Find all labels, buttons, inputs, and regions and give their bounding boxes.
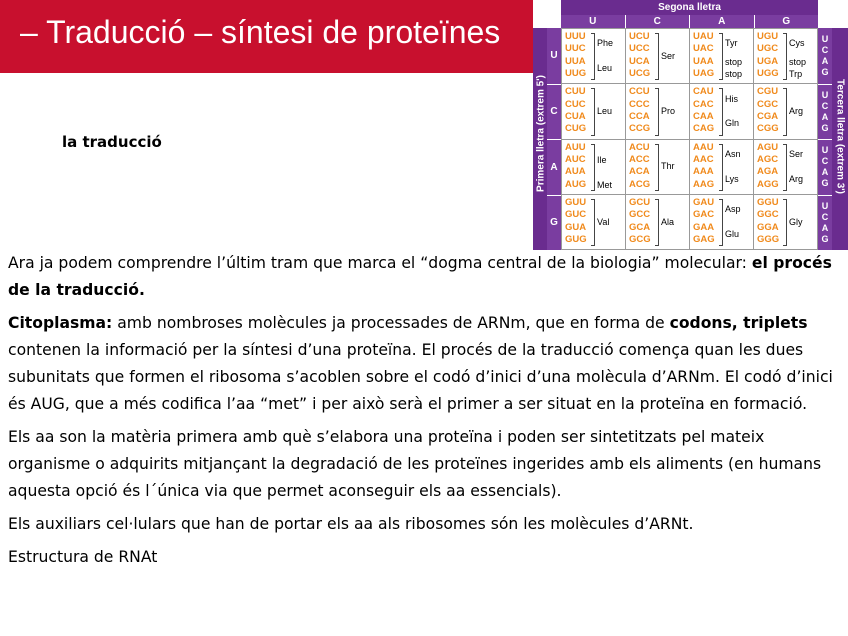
codon-list [629,142,655,194]
codon-list [757,142,783,194]
third-letter: G [821,122,829,133]
codon: UCU [629,31,650,42]
codon: CGU [757,86,779,98]
code-table-left-band [533,28,547,250]
codon-grid [561,28,818,250]
amino-acid: Leu [597,63,613,74]
slide-title: – Traducció – síntesi de proteïnes [20,14,501,50]
codon: ACU [629,141,650,153]
amino-acid-list [789,197,815,249]
codon-bracket [591,88,595,135]
codon: GCC [629,209,651,221]
codon: CAU [693,86,714,98]
codon: GAG [693,233,715,245]
third-letter: C [821,211,829,222]
codon-list [757,86,783,138]
codon-bracket [591,199,595,246]
codon: CAG [693,123,715,135]
amino-acid: Tyr [725,38,738,49]
code-table-right-band [832,28,848,250]
codon: GAU [693,196,715,208]
column-letter: A [689,15,754,28]
codon-bracket [719,144,723,191]
codon-bracket [655,33,659,80]
amino-acid-list [725,31,751,83]
row-letter: G [547,195,561,251]
third-letter-label: Tercera lletra (extrem 3') [834,78,846,195]
third-letter: C [821,100,829,111]
codon: UAG [693,68,715,80]
genetic-code-table [533,0,848,250]
amino-acid-list [725,142,751,194]
codon: GUA [565,221,587,233]
codon-cell [626,140,690,195]
codon-bracket [783,88,787,135]
amino-acid-list [661,142,687,194]
row-letter: A [547,139,561,195]
code-table-header: Segona lletra [561,0,818,15]
amino-acid: Ile [597,155,607,166]
codon-cell [690,29,754,84]
amino-acid: Thr [661,161,675,172]
amino-acid: Cys [789,38,805,49]
codon-cell [754,195,818,250]
amino-acid: Ser [661,50,676,61]
amino-acid-list [597,31,623,83]
amino-acid-list [661,86,687,138]
codon: CCC [629,98,650,110]
codon-bracket [783,144,787,191]
amino-acid-list [789,31,815,83]
third-letter: C [821,156,829,167]
codon: AAU [693,141,714,153]
codon: CCU [629,86,650,98]
paragraph: Els auxiliars cel·lulars que han de portar els aa als ribosomes són les molècules d’ARNt. [8,515,694,533]
codon-cell [690,195,754,250]
amino-acid-list [661,197,687,249]
codon: GUG [565,233,587,245]
paragraph-text: Ara ja podem comprendre l’últim tram que marca el “dogma central de la biologia” molecular: [8,254,752,272]
codon: CGG [757,123,779,135]
amino-acid: Lys [725,173,739,184]
codon-cell [626,29,690,84]
codon: UCG [629,68,651,80]
codon: GAA [693,221,715,233]
amino-acid: Asn [725,148,741,159]
codon-cell [562,29,626,84]
codon: CUU [565,86,586,98]
codon-list [565,86,591,138]
codon-cell [626,84,690,139]
paragraph-bold: Citoplasma: [8,314,113,332]
amino-acid-list [789,142,815,194]
amino-acid: Trp [789,69,803,80]
third-letter: C [821,44,829,55]
row-letter: C [547,84,561,140]
third-letter-group [818,139,832,195]
codon: UUA [565,55,586,67]
amino-acid-list [597,142,623,194]
codon-list [565,197,591,249]
codon: UUU [565,31,586,42]
amino-acid: Arg [789,173,804,184]
codon: CUC [565,98,586,110]
third-letter-group [818,28,832,84]
column-letter: G [754,15,819,28]
codon-list [629,86,655,138]
codon-bracket [591,144,595,191]
amino-acid-list [597,197,623,249]
amino-acid: Asp [725,204,741,215]
paragraph-bold: el procés de la traducció. [8,254,832,299]
codon: AGC [757,153,779,165]
codon: CUG [565,123,587,135]
amino-acid: Gly [789,216,803,227]
codon: AUU [565,141,586,153]
codon-bracket [719,88,723,135]
amino-acid: stop [725,56,743,67]
paragraph: Estructura de RNAt [8,548,158,566]
codon: UGU [757,31,779,42]
codon-bracket [719,33,723,80]
amino-acid: stop [725,69,743,80]
codon: AUC [565,153,586,165]
first-letter-label: Primera lletra (extrem 5') [535,75,547,192]
third-letter: G [821,178,829,189]
codon: UAA [693,55,714,67]
codon-list [565,142,591,194]
paragraph-text: contenen la informació per la síntesi d’una proteïna. El procés de la traducció comença quan les dues subunitats que formen el ribosoma s’acoblen sobre el codó d’inici d’una molècula d’ARNm. El codó d’inici és AUG, que a més codifica l’aa “met” i per això serà el primer a ser situat en la proteïna en formació. [8,341,833,413]
codon: UGG [757,68,779,80]
third-letter: A [821,55,829,66]
third-letter: U [821,145,829,156]
row-letter: U [550,50,558,62]
codon: AAA [693,166,714,178]
third-letter-group [818,195,832,251]
amino-acid: Gln [725,118,740,129]
codon-cell [754,29,818,84]
codon: GUU [565,196,587,208]
row-letters [547,28,561,250]
codon: CAA [693,111,714,123]
third-letter: U [821,200,829,211]
codon-list [629,197,655,249]
amino-acid: Met [597,179,613,190]
third-letter: A [821,111,829,122]
amino-acid-list [725,197,751,249]
amino-acid: Arg [789,106,804,117]
amino-acid: His [725,93,738,104]
codon: CGC [757,98,779,110]
codon-bracket [719,199,723,246]
subheading: la traducció [62,133,162,151]
amino-acid-list [725,86,751,138]
third-letter: G [821,233,829,244]
amino-acid: Leu [597,106,613,117]
third-letters [818,28,832,250]
codon-list [693,86,719,138]
codon: GGA [757,221,779,233]
paragraph [8,250,844,304]
codon-list [693,31,719,83]
paragraph-text: amb nombroses molècules ja processades de ARNm, que en forma de [112,314,670,332]
codon-cell [754,84,818,139]
codon-cell [562,84,626,139]
codon-bracket [783,199,787,246]
codon: AGU [757,141,779,153]
codon-bracket [591,33,595,80]
codon: UAU [693,31,714,42]
codon-list [693,197,719,249]
codon: CCA [629,111,650,123]
codon-list [757,197,783,249]
amino-acid: Phe [597,38,614,49]
amino-acid-list [661,31,687,83]
codon: UUC [565,43,586,55]
codon: ACC [629,153,650,165]
codon: GCU [629,196,651,208]
codon-cell [690,140,754,195]
codon: GCA [629,221,651,233]
codon-cell [626,195,690,250]
codon: CGA [757,111,779,123]
codon: AUA [565,166,586,178]
codon: AGA [757,166,779,178]
third-letter: G [821,66,829,77]
codon: GGU [757,196,779,208]
amino-acid: Val [597,216,610,227]
codon: ACG [629,178,651,190]
third-letter-group [818,84,832,140]
amino-acid: Ser [789,148,804,159]
codon: UGA [757,55,779,67]
codon: CAC [693,98,714,110]
codon: GAC [693,209,715,221]
codon: UAC [693,43,714,55]
code-table-columns [561,15,818,28]
codon: UCC [629,43,650,55]
codon-bracket [655,144,659,191]
amino-acid: Pro [661,106,676,117]
codon-list [629,31,655,83]
paragraph: Els aa son la matèria primera amb què s’elabora una proteïna i poden ser sintetitzats pel mateix organisme o adquirits mitjançant la degradació de les proteïnes ingerides amb els aliments (en humans aquesta opció és l´única via que permet aconseguir els aa essencials). [8,428,822,500]
third-letter: A [821,222,829,233]
title-bar [0,0,533,73]
paragraph [8,310,844,418]
codon: AUG [565,178,587,190]
amino-acid-list [597,86,623,138]
codon: ACA [629,166,650,178]
codon-bracket [783,33,787,80]
body-text [8,250,844,577]
codon: CUA [565,111,586,123]
column-letter: C [625,15,690,28]
codon-bracket [655,199,659,246]
codon: GGC [757,209,779,221]
amino-acid-list [789,86,815,138]
codon: GUC [565,209,587,221]
codon: GCG [629,233,651,245]
codon-list [757,31,783,83]
paragraph-bold: codons, triplets [669,314,808,332]
amino-acid: stop [789,56,807,67]
codon-cell [562,195,626,250]
column-letter: U [589,16,597,27]
codon: AGG [757,178,779,190]
codon-list [693,142,719,194]
codon: GGG [757,233,780,245]
codon: CCG [629,123,651,135]
codon-bracket [655,88,659,135]
codon: UUG [565,68,587,80]
codon-cell [690,84,754,139]
codon: UCA [629,55,650,67]
third-letter: U [821,89,829,100]
amino-acid: Ala [661,216,675,227]
codon-cell [754,140,818,195]
codon: AAG [693,178,715,190]
codon-cell [562,140,626,195]
third-letter: U [821,33,829,44]
third-letter: A [821,167,829,178]
amino-acid: Glu [725,228,740,239]
codon: UGC [757,43,779,55]
codon: AAC [693,153,714,165]
codon-list [565,31,591,83]
